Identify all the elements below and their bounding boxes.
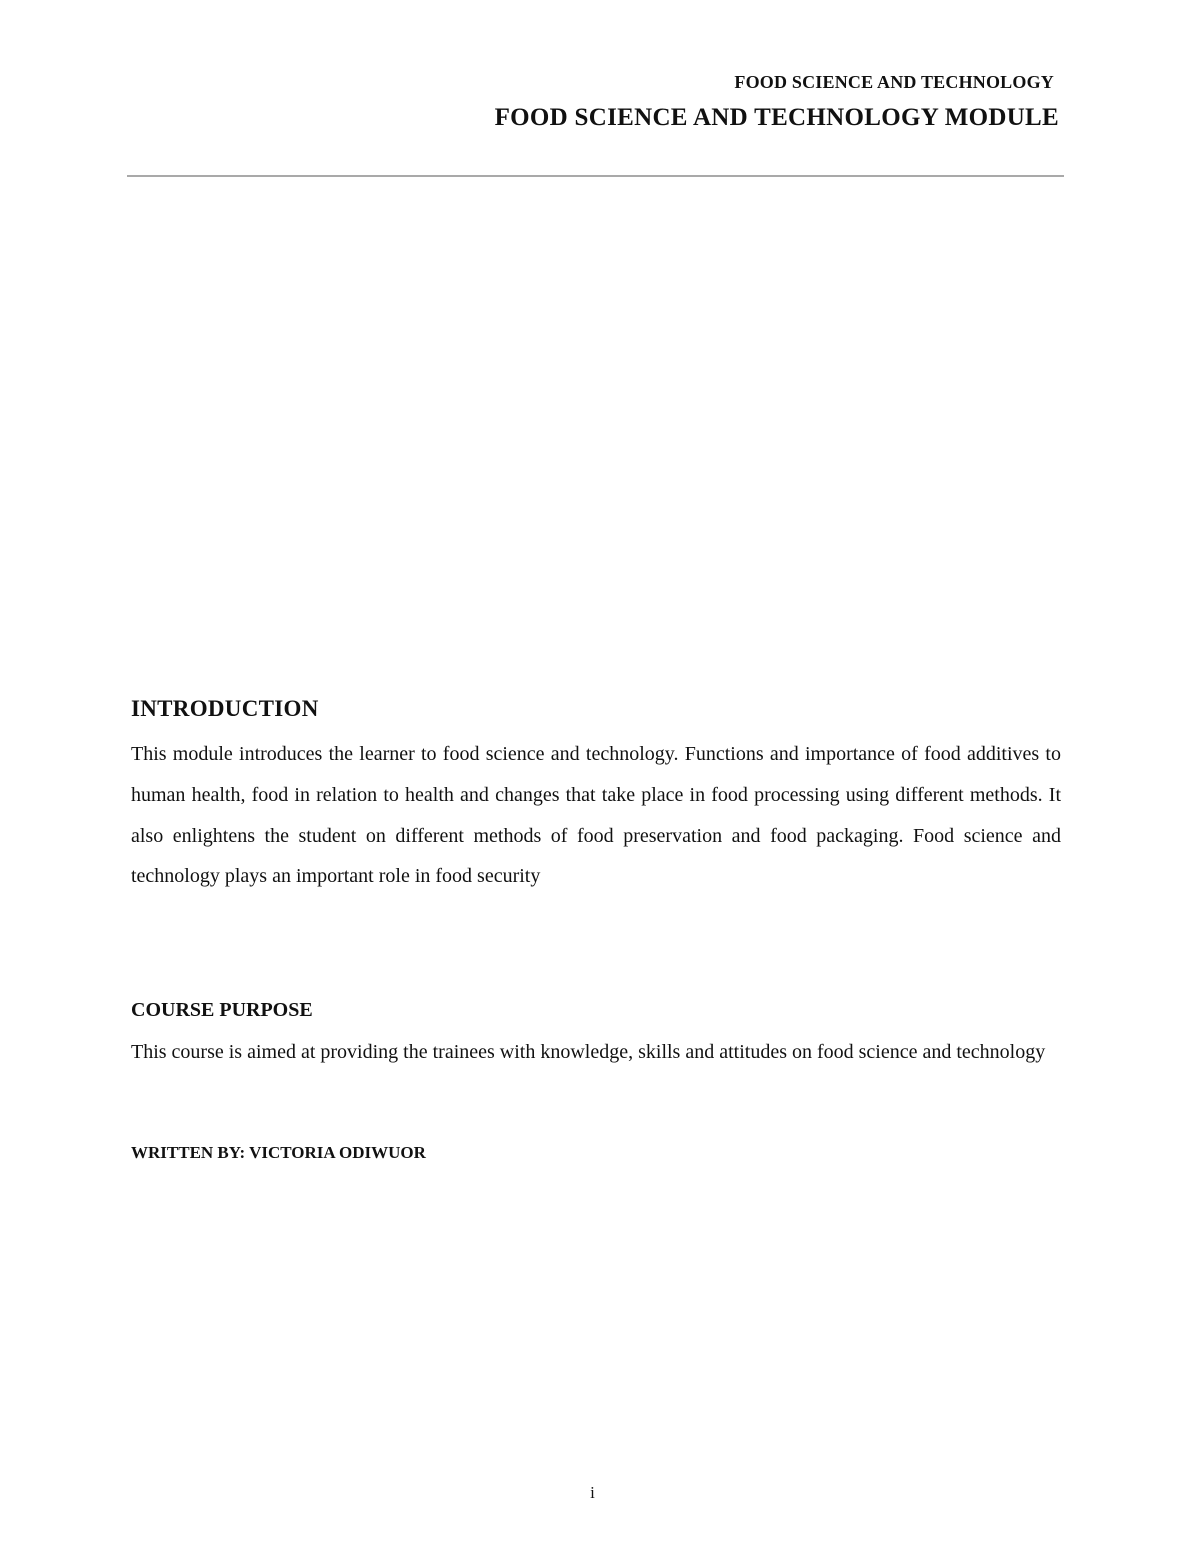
module-title: FOOD SCIENCE AND TECHNOLOGY MODULE [494,104,1059,131]
page-number: i [590,1483,595,1502]
running-header: FOOD SCIENCE AND TECHNOLOGY [734,72,1054,92]
introduction-heading: INTRODUCTION [131,696,319,721]
introduction-paragraph: This module introduces the learner to food science and technology. Functions and importance of food additives to human health, food in relation to health and changes that take place in food processing using different methods. It also enlightens the student on different methods of food preservation and food packaging. Food science and technology plays an important role in food security [131,743,1061,888]
author-line: WRITTEN BY: VICTORIA ODIWUOR [131,1143,426,1162]
course-purpose-heading: COURSE PURPOSE [131,999,313,1021]
header-divider [127,175,1064,177]
course-purpose-paragraph: This course is aimed at providing the trainees with knowledge, skills and attitudes on food science and technology [131,1041,1046,1063]
